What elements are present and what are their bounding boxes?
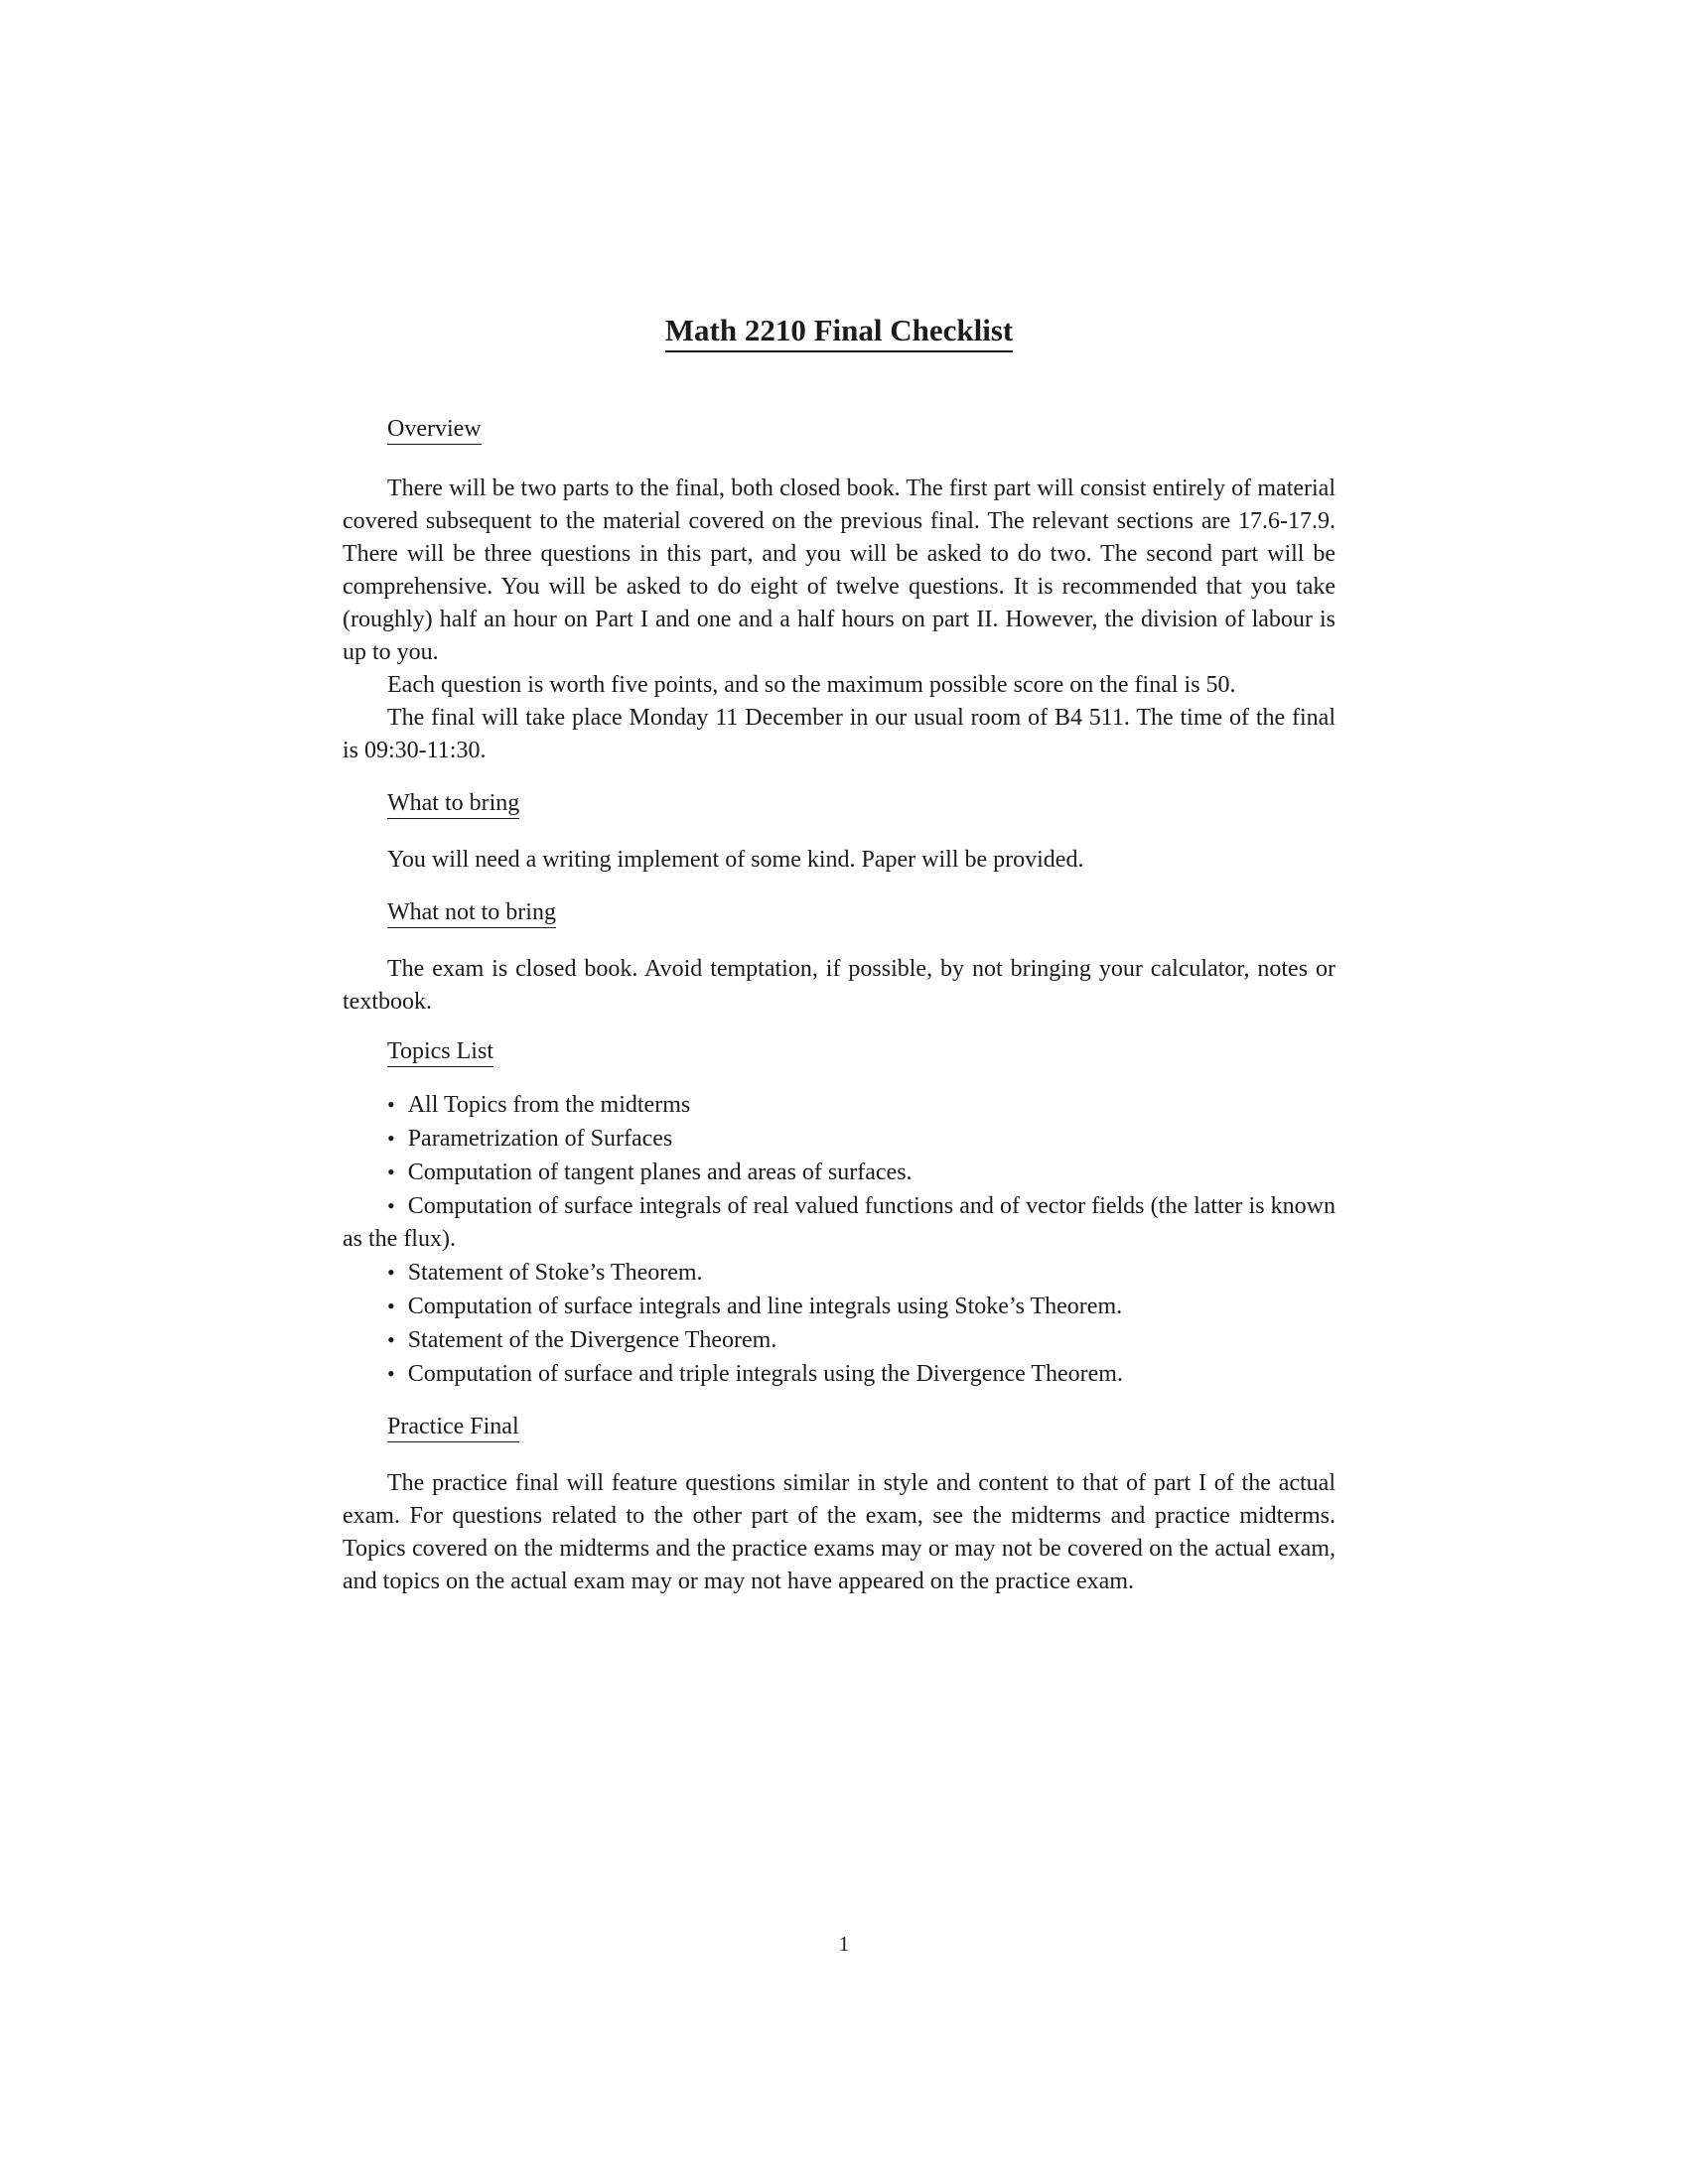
document-title-text: Math 2210 Final Checklist bbox=[665, 313, 1013, 352]
list-item-text: Statement of Stoke’s Theorem. bbox=[407, 1260, 703, 1286]
section-heading-what-not-to-bring-text: What not to bring bbox=[387, 899, 556, 928]
section-heading-what-to-bring-text: What to bring bbox=[387, 790, 519, 819]
bullet-icon: • bbox=[387, 1092, 395, 1117]
topics-list bbox=[343, 1088, 1336, 1391]
bullet-icon: • bbox=[387, 1361, 395, 1386]
bullet-icon: • bbox=[387, 1260, 395, 1285]
section-heading-topics-list bbox=[343, 1035, 1336, 1068]
overview-paragraph-2: Each question is worth five points, and so the maximum possible score on the final is 50. bbox=[387, 672, 1236, 698]
list-item bbox=[343, 1323, 1336, 1357]
list-item-text: Computation of surface integrals and line integrals using Stoke’s Theorem. bbox=[407, 1294, 1123, 1319]
list-item-text: All Topics from the midterms bbox=[407, 1092, 691, 1118]
section-heading-overview bbox=[343, 413, 1336, 446]
document-content bbox=[343, 0, 1336, 1598]
what-to-bring-paragraph: You will need a writing implement of some kind. Paper will be provided. bbox=[387, 847, 1084, 873]
section-heading-what-to-bring bbox=[343, 787, 1336, 820]
section-heading-what-not-to-bring bbox=[343, 896, 1336, 929]
bullet-icon: • bbox=[387, 1327, 395, 1352]
list-item-text: Parametrization of Surfaces bbox=[407, 1126, 673, 1152]
section-heading-practice-final-text: Practice Final bbox=[387, 1414, 519, 1442]
list-item-text: Statement of the Divergence Theorem. bbox=[407, 1327, 777, 1353]
list-item-text: Computation of surface and triple integrals using the Divergence Theorem. bbox=[407, 1361, 1123, 1387]
what-not-to-bring-paragraph: The exam is closed book. Avoid temptation, if possible, by not bringing your calculator, notes or textbook. bbox=[343, 956, 1336, 1015]
list-item-text: Computation of tangent planes and areas of surfaces. bbox=[407, 1160, 913, 1185]
list-item bbox=[343, 1357, 1336, 1391]
bullet-icon: • bbox=[387, 1126, 395, 1151]
bullet-icon: • bbox=[387, 1160, 395, 1184]
section-heading-topics-list-text: Topics List bbox=[387, 1038, 493, 1067]
page-number: 1 bbox=[838, 1932, 850, 1956]
section-heading-overview-text: Overview bbox=[387, 416, 482, 445]
list-item bbox=[343, 1256, 1336, 1290]
overview-paragraph-1: There will be two parts to the final, both closed book. The first part will consist entirely of material covered subsequent to the material covered on the previous final. The relevant sections are 17.6-17.9. There will be three questions in this part, and you will be asked to do two. The second part will be comprehensive. You will be asked to do eight of twelve questions. It is recommended that you take (roughly) half an hour on Part I and one and a half hours on part II. However, the division of labour is up to you. bbox=[343, 476, 1336, 665]
list-item-text: Computation of surface integrals of real valued functions and of vector fields (the latter is known as the flux). bbox=[343, 1193, 1336, 1252]
bullet-icon: • bbox=[387, 1193, 395, 1218]
document-title bbox=[343, 311, 1336, 350]
list-item bbox=[343, 1122, 1336, 1156]
list-item bbox=[343, 1189, 1336, 1256]
bullet-icon: • bbox=[387, 1294, 395, 1318]
practice-final-paragraph: The practice final will feature questions similar in style and content to that of part I of the actual exam. For questions related to the other part of the exam, see the midterms and practice midterms. Topics covered on the midterms and the practice exams may or may not be covered on the actual exam, and topics on the actual exam may or may not have appeared on the practice exam. bbox=[343, 1470, 1336, 1594]
list-item bbox=[343, 1156, 1336, 1189]
section-heading-practice-final bbox=[343, 1411, 1336, 1443]
overview-paragraph-3: The final will take place Monday 11 December in our usual room of B4 511. The time of the final is 09:30-11:30. bbox=[343, 705, 1336, 763]
list-item bbox=[343, 1088, 1336, 1122]
list-item bbox=[343, 1290, 1336, 1323]
